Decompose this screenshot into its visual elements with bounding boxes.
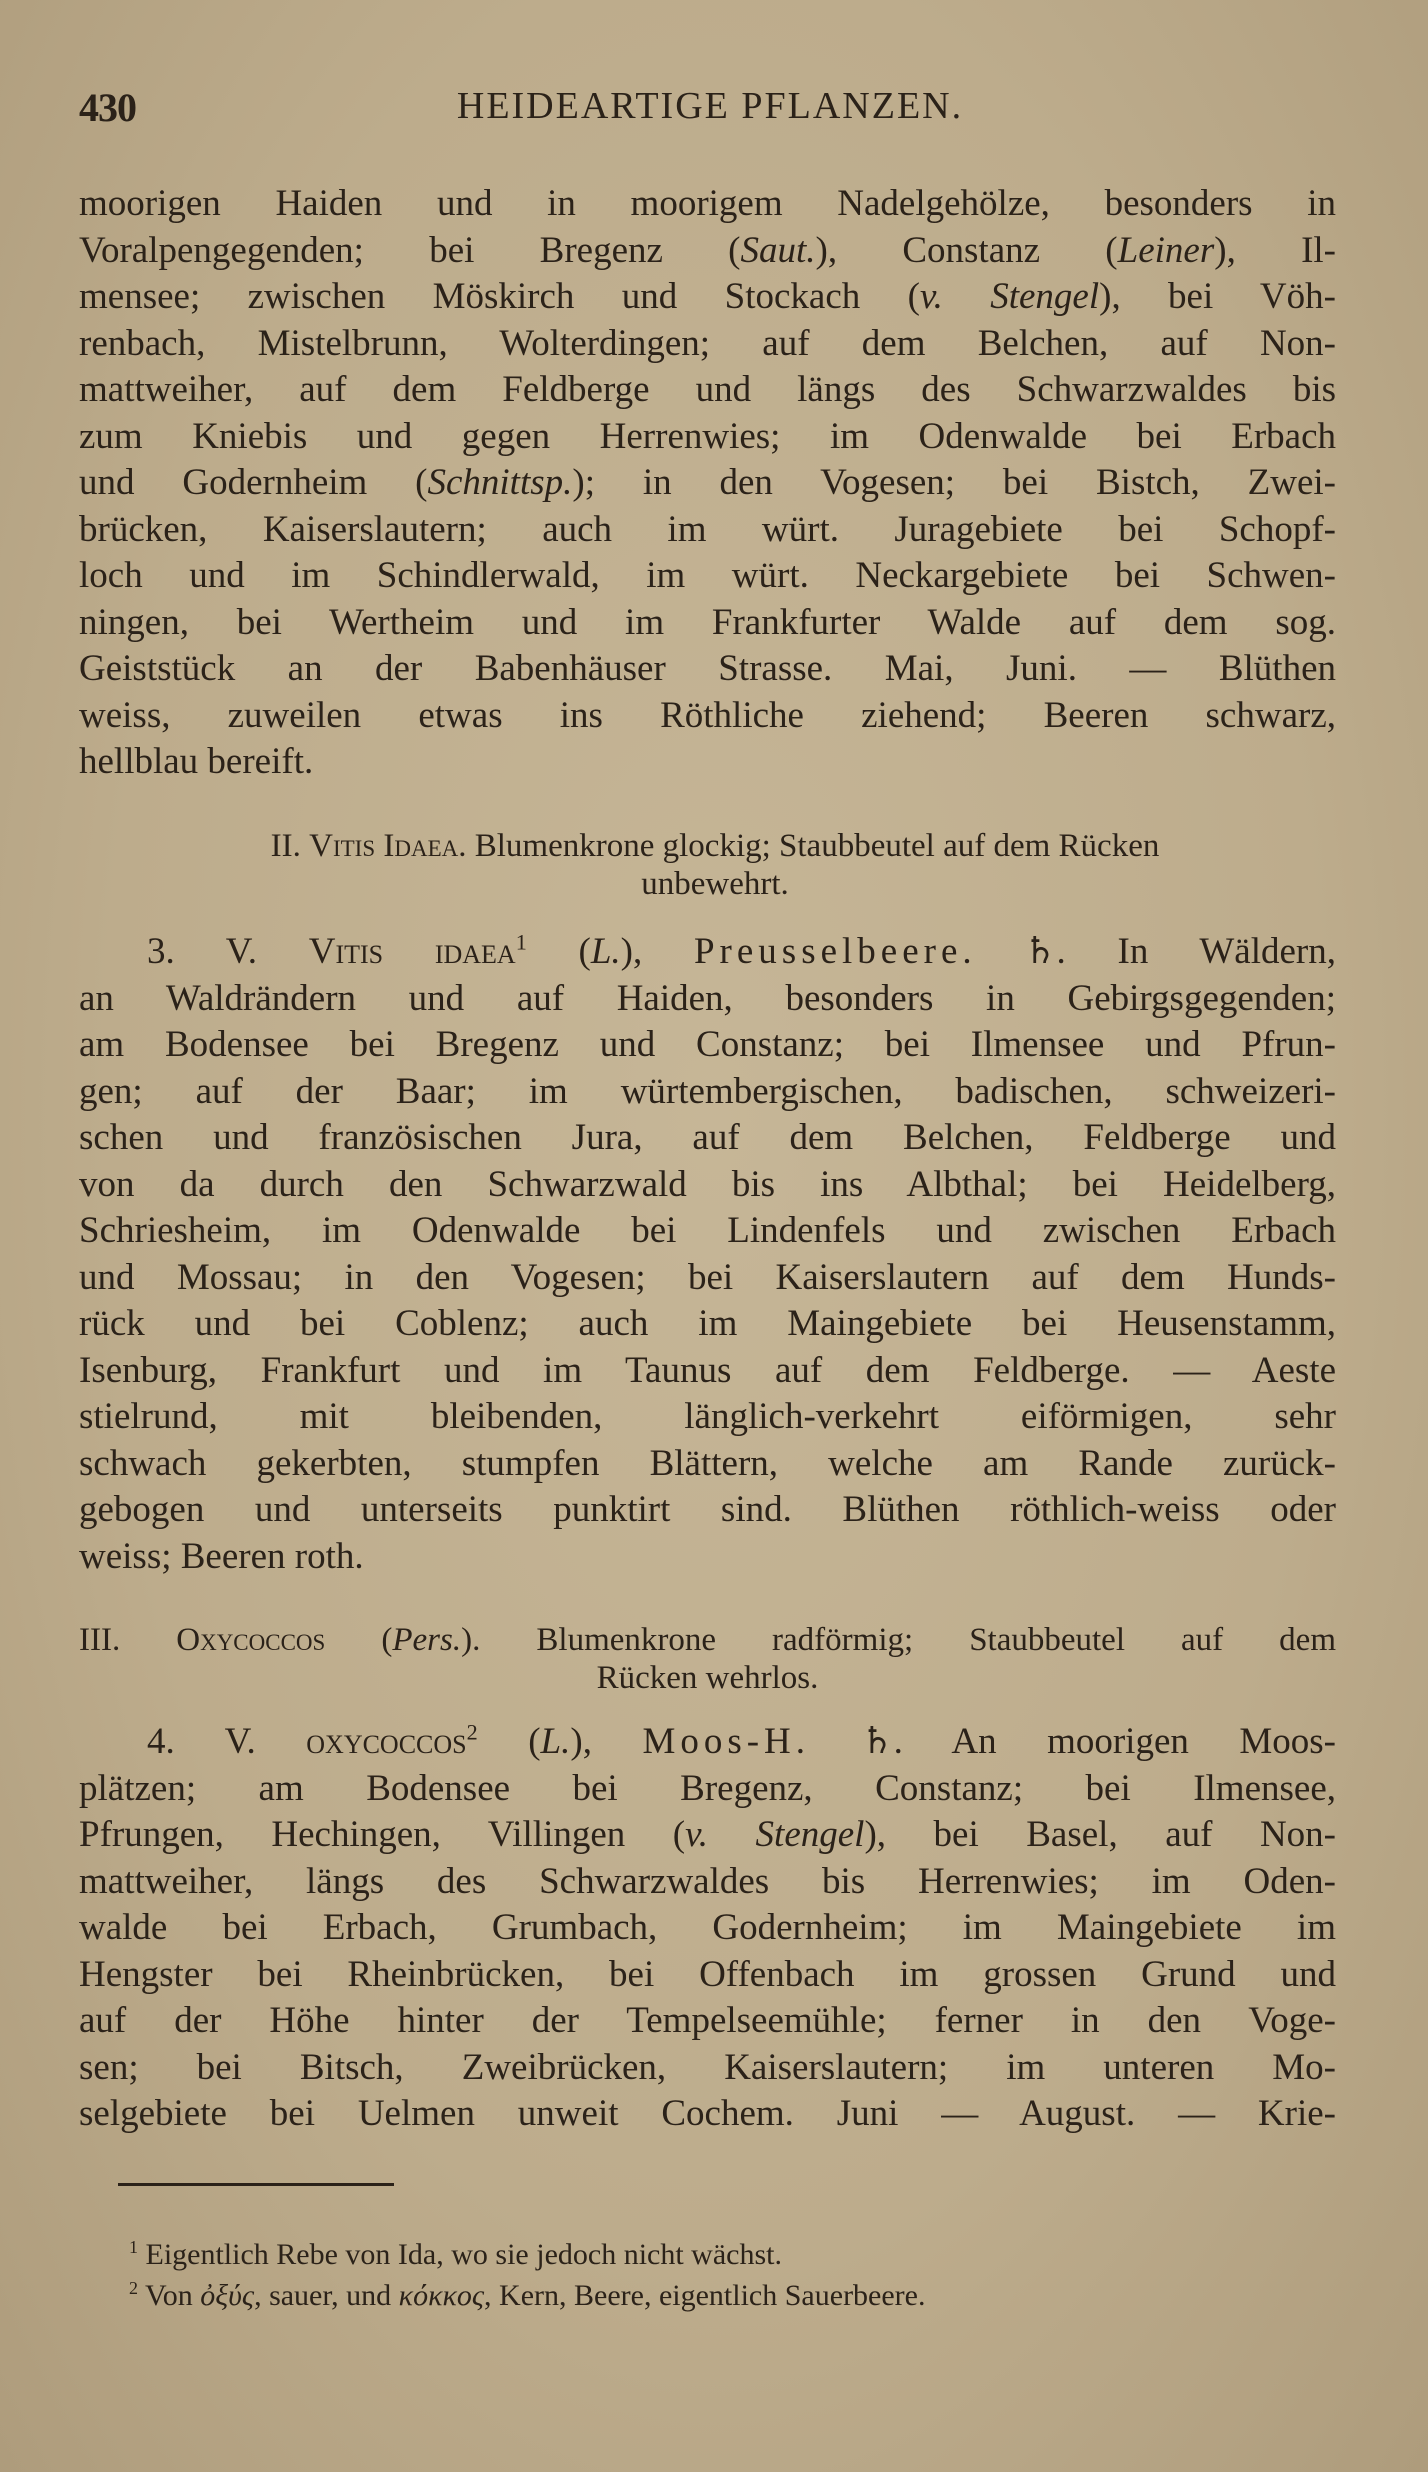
text-run: ), (620, 931, 694, 972)
taxon-name: Vitis idaea (308, 931, 516, 972)
text-line: Hengster bei Rheinbrücken, bei Offenbach im grossen Grund und (79, 1953, 1336, 1995)
text-line: renbach, Mistelbrunn, Wolterdingen; auf dem Belchen, auf Non- (79, 322, 1336, 364)
taxon-name: oxycoccos (306, 1721, 467, 1762)
text-line: Rücken wehrlos. (596, 1660, 819, 1696)
text-line: hellblau bereift. (79, 741, 314, 782)
text-line: gen; auf der Baar; im würtembergischen, badischen, schweizeri- (79, 1070, 1336, 1112)
text-line: weiss, zuweilen etwas ins Röthliche ziehend; Beeren schwarz, (79, 694, 1336, 736)
italic-text: Saut. (740, 229, 816, 271)
text-run: ), (570, 1721, 643, 1762)
paragraph-continued (79, 181, 1336, 786)
footnote-marker: 1 (129, 2237, 138, 2257)
text-run: ♄. An moorigen Moos- (810, 1721, 1336, 1762)
text-line: stielrund, mit bleibenden, länglich-verkehrt eiförmigen, sehr (79, 1396, 1336, 1437)
text-line (79, 1812, 1336, 1859)
text-run: . Blumenkrone glockig; Staubbeutel auf dem Rücken (458, 828, 1160, 864)
common-name: Preusselbeere (693, 931, 963, 972)
running-title: HEIDEARTIGE PFLANZEN. (456, 85, 964, 127)
italic-text: L. (590, 931, 621, 972)
italic-text: Leiner (1117, 229, 1215, 271)
text-run: ( (526, 931, 591, 972)
species-entry-oxycoccos (79, 1719, 1336, 2138)
text-line: Geiststück an der Babenhäuser Strasse. Mai, Juni. — Blüthen (79, 648, 1336, 689)
text-line (79, 274, 1336, 321)
text-line (79, 460, 1336, 507)
footnotes (129, 2234, 1339, 2316)
text-run: Eigentlich Rebe von Ida, wo sie jedoch nicht wächst. (138, 2238, 782, 2271)
section-heading-vitis-idaea (130, 827, 1300, 903)
text-run: ), bei Vöh- (1099, 276, 1336, 317)
italic-text: Schnittsp. (427, 462, 573, 503)
text-line: ningen, bei Wertheim und im Frankfurter Walde auf dem sog. (79, 601, 1336, 643)
text-run: . ♄. In Wäldern, (962, 931, 1336, 972)
text-run: Von (138, 2279, 201, 2312)
text-run: ( (477, 1721, 541, 1762)
text-run: mensee; zwischen Möskirch und Stockach ( (79, 276, 920, 317)
italic-text: L. (540, 1721, 571, 1762)
footnote (129, 2234, 1339, 2275)
text-run: ), Il- (1214, 229, 1336, 271)
text-line: gebogen und unterseits punktirt sind. Blüthen röthlich-weiss oder (79, 1489, 1336, 1530)
text-run: ), bei Basel, auf Non- (864, 1814, 1336, 1855)
text-line: und Mossau; in den Vogesen; bei Kaiserslautern auf dem Hunds- (79, 1256, 1336, 1298)
footnote-marker: 1 (515, 929, 527, 955)
text-line: Schriesheim, im Odenwalde bei Lindenfels und zwischen Erbach (79, 1210, 1336, 1251)
text-run: ); in den Vogesen; bei Bistch, Zwei- (572, 462, 1336, 503)
italic-text: ὀξύς (200, 2279, 255, 2312)
text-line: schen und französischen Jura, auf dem Belchen, Feldberge und (79, 1117, 1336, 1158)
italic-text: κόκκος (398, 2279, 485, 2312)
text-line: brücken, Kaiserslautern; auch im würt. Juragebiete bei Schopf- (79, 508, 1336, 550)
text-line: plätzen; am Bodensee bei Bregenz, Constanz; bei Ilmensee, (79, 1767, 1336, 1809)
text-run: II. (270, 828, 310, 864)
text-line (79, 929, 1336, 976)
text-run: 3. V. (147, 931, 309, 972)
text-line (79, 1621, 1336, 1659)
text-line: schwach gekerbten, stumpfen Blättern, welche am Rande zurück- (79, 1442, 1336, 1484)
text-line: loch und im Schindlerwald, im würt. Neckargebiete bei Schwen- (79, 555, 1336, 596)
taxon-name: Vitis Idaea (309, 828, 459, 864)
text-line: rück und bei Coblenz; auch im Maingebiete bei Heusenstamm, (79, 1303, 1336, 1344)
text-run: 4. V. (147, 1721, 307, 1762)
text-run: und Godernheim ( (79, 462, 428, 503)
page-number: 430 (79, 85, 136, 130)
text-line: an Waldrändern und auf Haiden, besonders in Gebirgsgegenden; (79, 977, 1336, 1019)
text-run: Pfrungen, Hechingen, Villingen ( (79, 1814, 686, 1855)
text-run: ). Blumenkrone radförmig; Staubbeutel auf dem (461, 1622, 1337, 1658)
text-line: mattweiher, auf dem Feldberge und längs des Schwarzwaldes bis (79, 369, 1336, 410)
text-line: moorigen Haiden und in moorigem Nadelgehölze, besonders in (79, 183, 1336, 224)
text-line: walde bei Erbach, Grumbach, Godernheim; im Maingebiete im (79, 1907, 1336, 1948)
text-line: selgebiete bei Uelmen unweit Cochem. Juni — August. — Krie- (79, 2093, 1336, 2134)
text-run: , sauer, und (254, 2279, 399, 2312)
text-run: III. (79, 1622, 177, 1658)
footnote-marker: 2 (466, 1719, 478, 1745)
text-run: ( (325, 1622, 393, 1658)
text-line: sen; bei Bitsch, Zweibrücken, Kaiserslautern; im unteren Mo- (79, 2046, 1336, 2088)
text-line: Isenburg, Frankfurt und im Taunus auf dem Feldberge. — Aeste (79, 1349, 1336, 1391)
text-line: weiss; Beeren roth. (79, 1535, 364, 1577)
text-line (79, 228, 1336, 275)
section-heading-oxycoccos (79, 1621, 1336, 1697)
text-line: am Bodensee bei Bregenz und Constanz; bei Ilmensee und Pfrun- (79, 1024, 1336, 1065)
italic-text: Pers. (392, 1622, 462, 1658)
text-line (79, 1719, 1336, 1766)
footnote-divider (118, 2183, 394, 2186)
footnote (129, 2275, 1339, 2316)
common-name: Moos-H. (642, 1721, 811, 1762)
text-line (130, 827, 1300, 865)
text-line: unbewehrt. (641, 866, 789, 902)
text-run: , Kern, Beere, eigentlich Sauerbeere. (484, 2279, 926, 2312)
species-entry-vitis-idaea (79, 929, 1336, 1580)
taxon-name: Oxycoccos (176, 1622, 326, 1658)
footnote-marker: 2 (129, 2278, 138, 2298)
text-run: Voralpengegenden; bei Bregenz ( (79, 229, 741, 271)
text-line: auf der Höhe hinter der Tempelseemühle; ferner in den Voge- (79, 2000, 1336, 2041)
italic-text: v. Stengel (919, 276, 1100, 317)
text-line: von da durch den Schwarzwald bis ins Albthal; bei Heidelberg, (79, 1163, 1336, 1205)
text-line: mattweiher, längs des Schwarzwaldes bis Herrenwies; im Oden- (79, 1860, 1336, 1902)
text-run: ), Constanz ( (815, 229, 1118, 271)
text-line: zum Kniebis und gegen Herrenwies; im Odenwalde bei Erbach (79, 415, 1336, 457)
italic-text: v. Stengel (685, 1814, 865, 1855)
